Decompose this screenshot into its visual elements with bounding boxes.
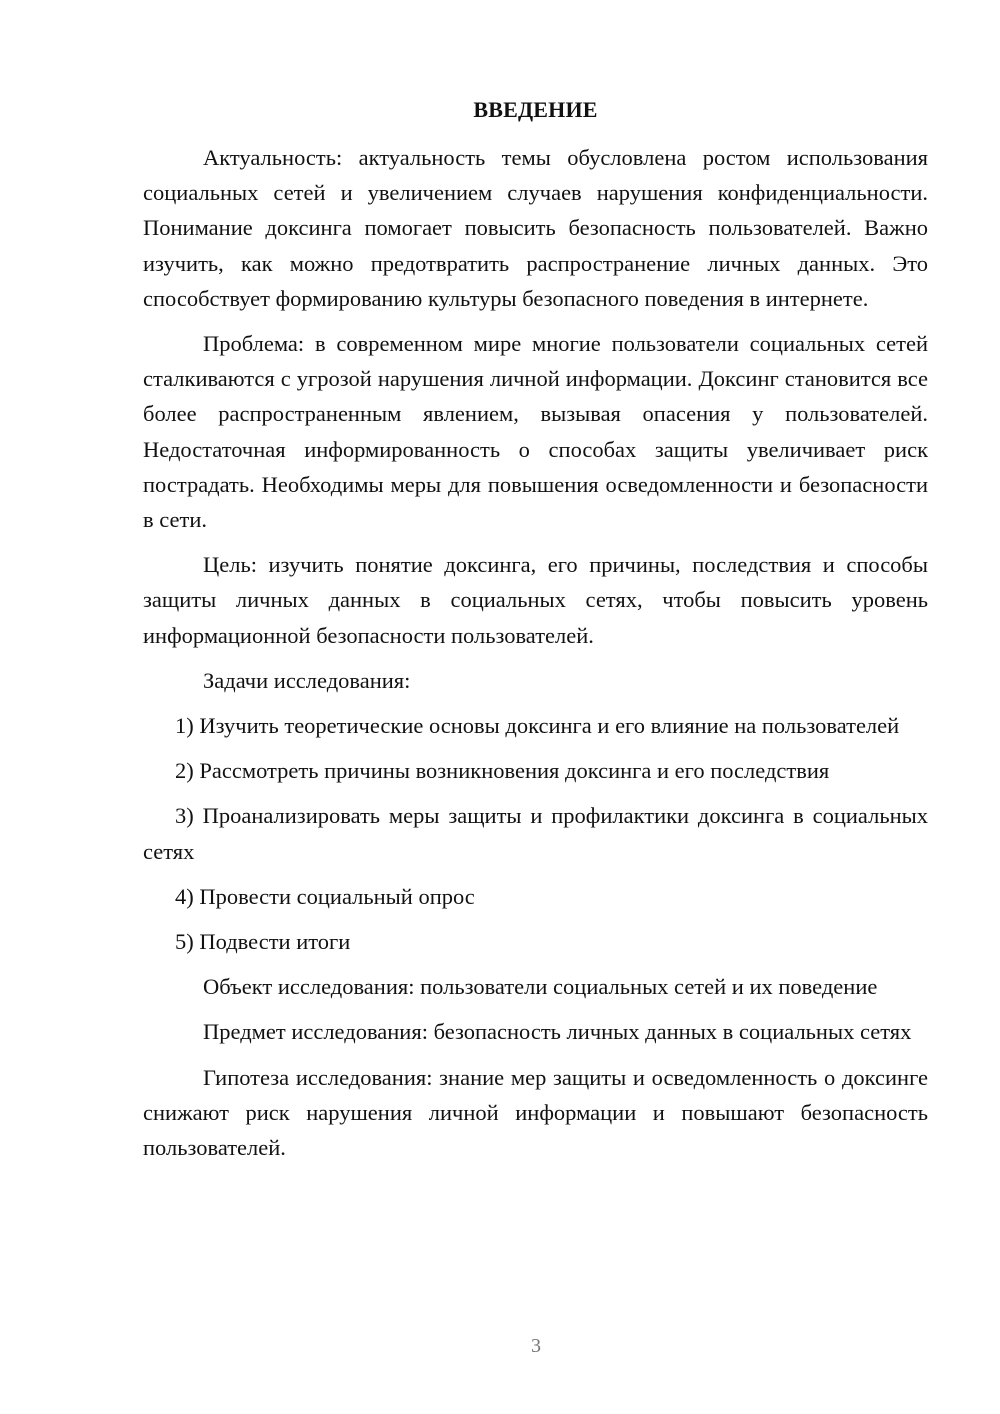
paragraph-goal: Цель: изучить понятие доксинга, его причины, последствия и способы защиты личных данных в социальных сетях, чтобы повысить уровень информационной безопасности пользователей. xyxy=(143,552,928,648)
paragraph-problem: Проблема: в современном мире многие пользователи социальных сетей сталкиваются с угрозой нарушения личной информации. Доксинг становится все более распространенным явлением, вызывая опасения у пользователей. Недостаточная информированность о способах защиты увеличивает риск пострадать. Необходимы меры для повышения осведомленности и безопасности в сети. xyxy=(143,331,928,533)
document-page xyxy=(143,94,928,1175)
research-subject: Предмет исследования: безопасность личных данных в социальных сетях xyxy=(203,1019,912,1045)
task-item-4: 4) Провести социальный опрос xyxy=(175,883,475,909)
research-hypothesis: Гипотеза исследования: знание мер защиты и осведомленность о доксинге снижают риск нарушения личной информации и повышают безопасность пользователей. xyxy=(143,1064,928,1161)
section-title: ВВЕДЕНИЕ xyxy=(473,97,598,122)
page-number: 3 xyxy=(531,1335,541,1357)
research-object: Объект исследования: пользователи социальных сетей и их поведение xyxy=(203,974,878,1000)
task-item-5: 5) Подвести итоги xyxy=(175,929,351,955)
tasks-heading: Задачи исследования: xyxy=(203,667,411,693)
task-item-2: 2) Рассмотреть причины возникновения доксинга и его последствия xyxy=(175,758,830,784)
task-item-1: 1) Изучить теоретические основы доксинга и его влияние на пользователей xyxy=(175,713,900,739)
paragraph-relevance: Актуальность: актуальность темы обусловлена ростом использования социальных сетей и увеличением случаев нарушения конфиденциальности. Понимание доксинга помогает повысить безопасность пользователей. Важно изучить, как можно предотвратить распространение личных данных. Это способствует формированию культуры безопасного поведения в интернете. xyxy=(143,145,928,311)
task-item-3: 3) Проанализировать меры защиты и профилактики доксинга в социальных сетях xyxy=(143,803,928,864)
